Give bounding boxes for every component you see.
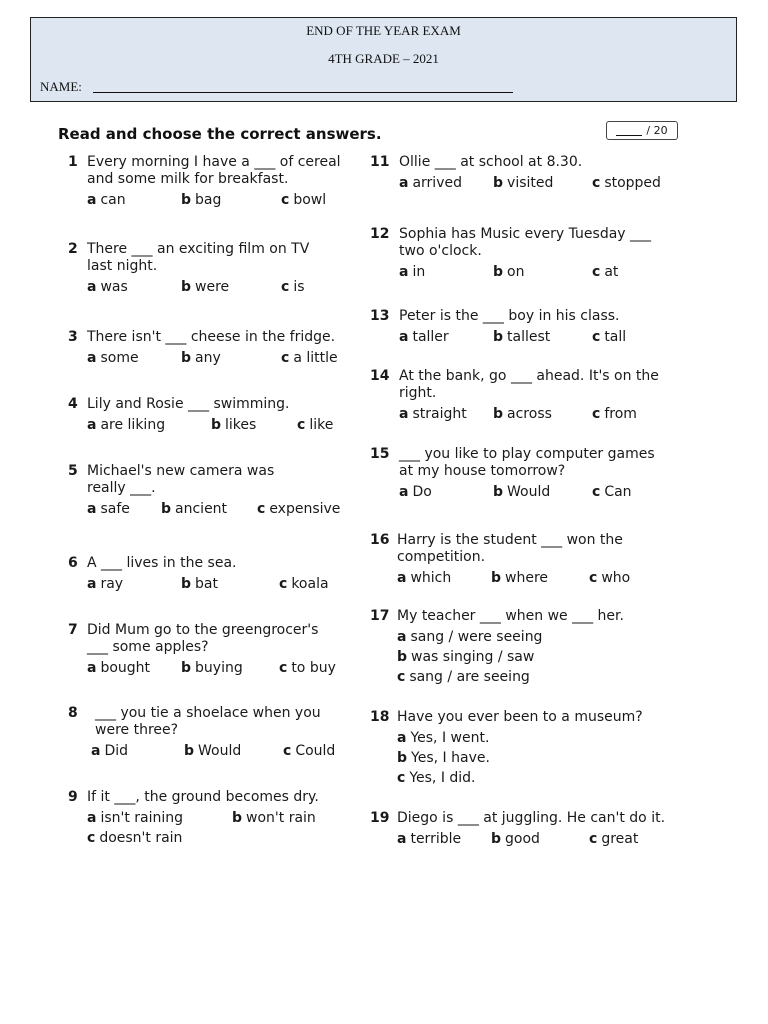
question-text-line: ___ you like to play computer games <box>399 446 655 462</box>
option-letter: b <box>181 576 192 592</box>
option-text: bought <box>100 660 151 676</box>
question-text-line: Michael's new camera was <box>87 463 275 479</box>
option-letter: a <box>87 192 97 208</box>
question-number: 2 <box>68 241 78 257</box>
option-text: good <box>505 831 540 847</box>
option-letter: a <box>397 629 407 645</box>
option-text: ray <box>100 576 124 592</box>
option-text: bowl <box>293 192 327 208</box>
question-text-line: Sophia has Music every Tuesday ___ <box>399 226 652 242</box>
option-text: tall <box>604 329 627 345</box>
question-number: 7 <box>68 622 78 638</box>
question-text-line: ___ some apples? <box>87 639 209 655</box>
option-b[interactable] <box>181 660 243 676</box>
option-a[interactable] <box>397 629 542 645</box>
question-number: 5 <box>68 463 78 479</box>
option-c[interactable] <box>592 329 626 345</box>
question-text <box>87 622 318 656</box>
option-text: to buy <box>291 660 336 676</box>
option-b[interactable] <box>211 417 256 433</box>
option-letter: b <box>493 264 504 280</box>
option-b[interactable] <box>161 501 227 517</box>
option-text: safe <box>100 501 130 517</box>
option-c[interactable] <box>279 576 329 592</box>
question-number: 14 <box>370 368 390 384</box>
option-text: likes <box>225 417 257 433</box>
option-letter: c <box>592 406 601 422</box>
option-letter: a <box>87 279 97 295</box>
question-text-line: last night. <box>87 258 158 274</box>
option-text: great <box>601 831 639 847</box>
question-text-line: were three? <box>95 722 179 738</box>
option-letter: b <box>161 501 172 517</box>
option-letter: b <box>181 192 192 208</box>
option-a[interactable] <box>87 660 150 676</box>
option-letter: c <box>281 279 290 295</box>
option-c[interactable] <box>281 279 305 295</box>
option-c[interactable] <box>592 406 637 422</box>
question-text <box>87 789 319 806</box>
question-text-line: A ___ lives in the sea. <box>87 555 237 571</box>
option-text: was singing / saw <box>411 649 535 665</box>
option-c[interactable] <box>257 501 340 517</box>
question-text <box>87 154 341 188</box>
option-b[interactable] <box>491 570 548 586</box>
option-text: won't rain <box>246 810 316 826</box>
option-letter: a <box>397 730 407 746</box>
option-a[interactable] <box>399 329 449 345</box>
option-text: arrived <box>412 175 462 191</box>
exam-title: END OF THE YEAR EXAM <box>306 23 461 38</box>
score-total: / 20 <box>646 124 668 137</box>
question-text-line: There isn't ___ cheese in the fridge. <box>87 329 336 345</box>
option-text: are liking <box>100 417 166 433</box>
question-text-line: There ___ an exciting film on TV <box>87 241 310 257</box>
question-text-line: Every morning I have a ___ of cereal <box>87 154 341 170</box>
option-text: bag <box>195 192 222 208</box>
option-b[interactable] <box>181 192 221 208</box>
question-text-line: Diego is ___ at juggling. He can't do it. <box>397 810 666 826</box>
option-a[interactable] <box>87 192 126 208</box>
question-number: 19 <box>370 810 390 826</box>
option-text: is <box>293 279 305 295</box>
option-c[interactable] <box>589 831 638 847</box>
option-text: sang / are seeing <box>409 669 530 685</box>
option-letter: c <box>281 350 290 366</box>
option-letter: b <box>493 329 504 345</box>
option-letter: a <box>397 831 407 847</box>
option-letter: b <box>397 649 408 665</box>
question-text <box>87 555 236 572</box>
question-number: 18 <box>370 709 390 725</box>
question-text <box>399 446 655 480</box>
option-text: stopped <box>604 175 661 191</box>
option-a[interactable] <box>87 501 130 517</box>
option-letter: c <box>87 830 96 846</box>
option-a[interactable] <box>87 350 139 366</box>
option-text: koala <box>291 576 329 592</box>
option-a[interactable] <box>399 406 467 422</box>
option-b[interactable] <box>493 175 553 191</box>
option-letter: c <box>589 831 598 847</box>
option-b[interactable] <box>181 279 229 295</box>
question-number: 13 <box>370 308 390 324</box>
exam-header <box>30 17 737 102</box>
question-text <box>399 368 659 402</box>
option-text: Would <box>198 743 242 759</box>
option-text: in <box>412 264 426 280</box>
question-text-line: right. <box>399 385 437 401</box>
option-letter: b <box>491 831 502 847</box>
option-letter: a <box>91 743 101 759</box>
option-c[interactable] <box>592 484 632 500</box>
option-letter: c <box>397 669 406 685</box>
option-letter: a <box>397 570 407 586</box>
option-text: from <box>604 406 637 422</box>
option-letter: b <box>397 750 408 766</box>
option-text: Yes, I did. <box>409 770 476 786</box>
option-c[interactable] <box>592 175 661 191</box>
option-b[interactable] <box>493 484 550 500</box>
option-text: across <box>507 406 552 422</box>
option-text: like <box>309 417 334 433</box>
name-field[interactable] <box>93 92 513 93</box>
option-letter: a <box>87 576 97 592</box>
exam-grade: 4TH GRADE – 2021 <box>328 51 439 66</box>
option-text: a little <box>293 350 338 366</box>
option-letter: b <box>184 743 195 759</box>
question-text-line: Have you ever been to a museum? <box>397 709 643 725</box>
question-text <box>87 329 335 346</box>
question-number: 15 <box>370 446 390 462</box>
question-text-line: Ollie ___ at school at 8.30. <box>399 154 583 170</box>
option-letter: c <box>592 329 601 345</box>
option-text: Could <box>295 743 336 759</box>
option-a[interactable] <box>397 570 451 586</box>
option-c[interactable] <box>592 264 618 280</box>
option-a[interactable] <box>397 730 489 746</box>
question-text-line: ___ you tie a shoelace when you <box>95 705 321 721</box>
question-text <box>397 532 623 566</box>
question-text <box>399 154 582 171</box>
option-text: Would <box>507 484 551 500</box>
option-a[interactable] <box>399 484 432 500</box>
option-letter: b <box>493 406 504 422</box>
question-text-line: really ___. <box>87 480 156 496</box>
option-letter: c <box>397 770 406 786</box>
option-text: Yes, I went. <box>410 730 490 746</box>
option-text: buying <box>195 660 243 676</box>
question-text-line: Peter is the ___ boy in his class. <box>399 308 620 324</box>
question-text <box>87 241 309 275</box>
option-letter: c <box>279 660 288 676</box>
option-text: straight <box>412 406 467 422</box>
option-text: at <box>604 264 619 280</box>
option-text: some <box>100 350 139 366</box>
option-text: visited <box>507 175 554 191</box>
option-letter: b <box>181 350 192 366</box>
option-letter: b <box>181 279 192 295</box>
question-text-line: at my house tomorrow? <box>399 463 566 479</box>
option-b[interactable] <box>184 743 241 759</box>
score-box <box>606 121 678 140</box>
option-a[interactable] <box>91 743 128 759</box>
option-b[interactable] <box>397 750 490 766</box>
option-text: Do <box>412 484 432 500</box>
option-b[interactable] <box>493 264 524 280</box>
question-number: 8 <box>68 705 78 721</box>
option-c[interactable] <box>589 570 630 586</box>
option-a[interactable] <box>87 576 123 592</box>
option-b[interactable] <box>181 350 221 366</box>
option-text: any <box>195 350 221 366</box>
option-letter: a <box>399 264 409 280</box>
option-c[interactable] <box>397 669 530 685</box>
option-b[interactable] <box>181 576 218 592</box>
option-text: who <box>601 570 631 586</box>
option-letter: c <box>297 417 306 433</box>
option-text: can <box>100 192 126 208</box>
option-letter: a <box>399 329 409 345</box>
option-letter: a <box>399 175 409 191</box>
question-number: 11 <box>370 154 390 170</box>
option-letter: c <box>279 576 288 592</box>
option-text: Can <box>604 484 632 500</box>
question-text-line: Did Mum go to the greengrocer's <box>87 622 319 638</box>
option-text: Did <box>104 743 129 759</box>
option-text: doesn't rain <box>99 830 183 846</box>
option-letter: c <box>281 192 290 208</box>
option-text: terrible <box>410 831 462 847</box>
option-c[interactable] <box>297 417 333 433</box>
option-text: on <box>507 264 525 280</box>
question-number: 12 <box>370 226 390 242</box>
question-number: 16 <box>370 532 390 548</box>
question-text-line: two o'clock. <box>399 243 482 259</box>
option-c[interactable] <box>279 660 336 676</box>
option-a[interactable] <box>397 831 461 847</box>
score-blank[interactable] <box>616 126 642 136</box>
option-letter: a <box>87 810 97 826</box>
question-text <box>87 463 274 497</box>
option-a[interactable] <box>87 417 165 433</box>
option-text: ancient <box>175 501 228 517</box>
question-text <box>399 226 651 260</box>
option-text: Yes, I have. <box>411 750 490 766</box>
option-text: taller <box>412 329 449 345</box>
option-a[interactable] <box>87 810 183 826</box>
name-label: NAME: <box>40 79 82 94</box>
option-text: which <box>410 570 452 586</box>
option-letter: a <box>87 501 97 517</box>
option-a[interactable] <box>399 175 462 191</box>
option-letter: b <box>493 175 504 191</box>
question-text <box>87 396 289 413</box>
question-text-line: At the bank, go ___ ahead. It's on the <box>399 368 659 384</box>
question-text-line: My teacher ___ when we ___ her. <box>397 608 624 624</box>
option-b[interactable] <box>397 649 534 665</box>
question-text <box>397 709 643 726</box>
option-text: tallest <box>507 329 551 345</box>
option-c[interactable] <box>397 770 476 786</box>
question-text <box>397 810 665 827</box>
question-number: 3 <box>68 329 78 345</box>
option-letter: c <box>589 570 598 586</box>
question-text-line: Harry is the student ___ won the <box>397 532 623 548</box>
option-b[interactable] <box>493 406 552 422</box>
option-letter: b <box>232 810 243 826</box>
option-letter: b <box>493 484 504 500</box>
option-letter: b <box>181 660 192 676</box>
question-text <box>399 308 620 325</box>
option-c[interactable] <box>283 743 335 759</box>
question-number: 1 <box>68 154 78 170</box>
option-c[interactable] <box>281 192 326 208</box>
option-text: were <box>195 279 230 295</box>
instructions: Read and choose the correct answers. <box>58 125 382 143</box>
option-text: where <box>505 570 549 586</box>
option-letter: c <box>592 484 601 500</box>
question-number: 9 <box>68 789 78 805</box>
option-letter: c <box>592 264 601 280</box>
option-letter: b <box>211 417 222 433</box>
option-text: was <box>100 279 128 295</box>
option-letter: b <box>491 570 502 586</box>
question-text-line: If it ___, the ground becomes dry. <box>87 789 319 805</box>
question-text-line: competition. <box>397 549 486 565</box>
option-text: isn't raining <box>100 810 184 826</box>
option-letter: c <box>592 175 601 191</box>
option-letter: a <box>399 406 409 422</box>
option-b[interactable] <box>491 831 540 847</box>
option-c[interactable] <box>281 350 338 366</box>
option-text: expensive <box>269 501 341 517</box>
question-number: 4 <box>68 396 78 412</box>
option-letter: c <box>257 501 266 517</box>
option-letter: c <box>283 743 292 759</box>
option-text: bat <box>195 576 218 592</box>
option-text: sang / were seeing <box>410 629 543 645</box>
question-number: 6 <box>68 555 78 571</box>
option-a[interactable] <box>399 264 425 280</box>
question-text <box>95 705 321 739</box>
option-b[interactable] <box>232 810 316 826</box>
question-text-line: Lily and Rosie ___ swimming. <box>87 396 290 412</box>
option-b[interactable] <box>493 329 550 345</box>
option-c[interactable] <box>87 830 182 846</box>
option-letter: a <box>399 484 409 500</box>
option-letter: a <box>87 660 97 676</box>
question-text-line: and some milk for breakfast. <box>87 171 289 187</box>
option-letter: a <box>87 350 97 366</box>
question-number: 17 <box>370 608 390 624</box>
option-letter: a <box>87 417 97 433</box>
option-a[interactable] <box>87 279 128 295</box>
question-text <box>397 608 624 625</box>
